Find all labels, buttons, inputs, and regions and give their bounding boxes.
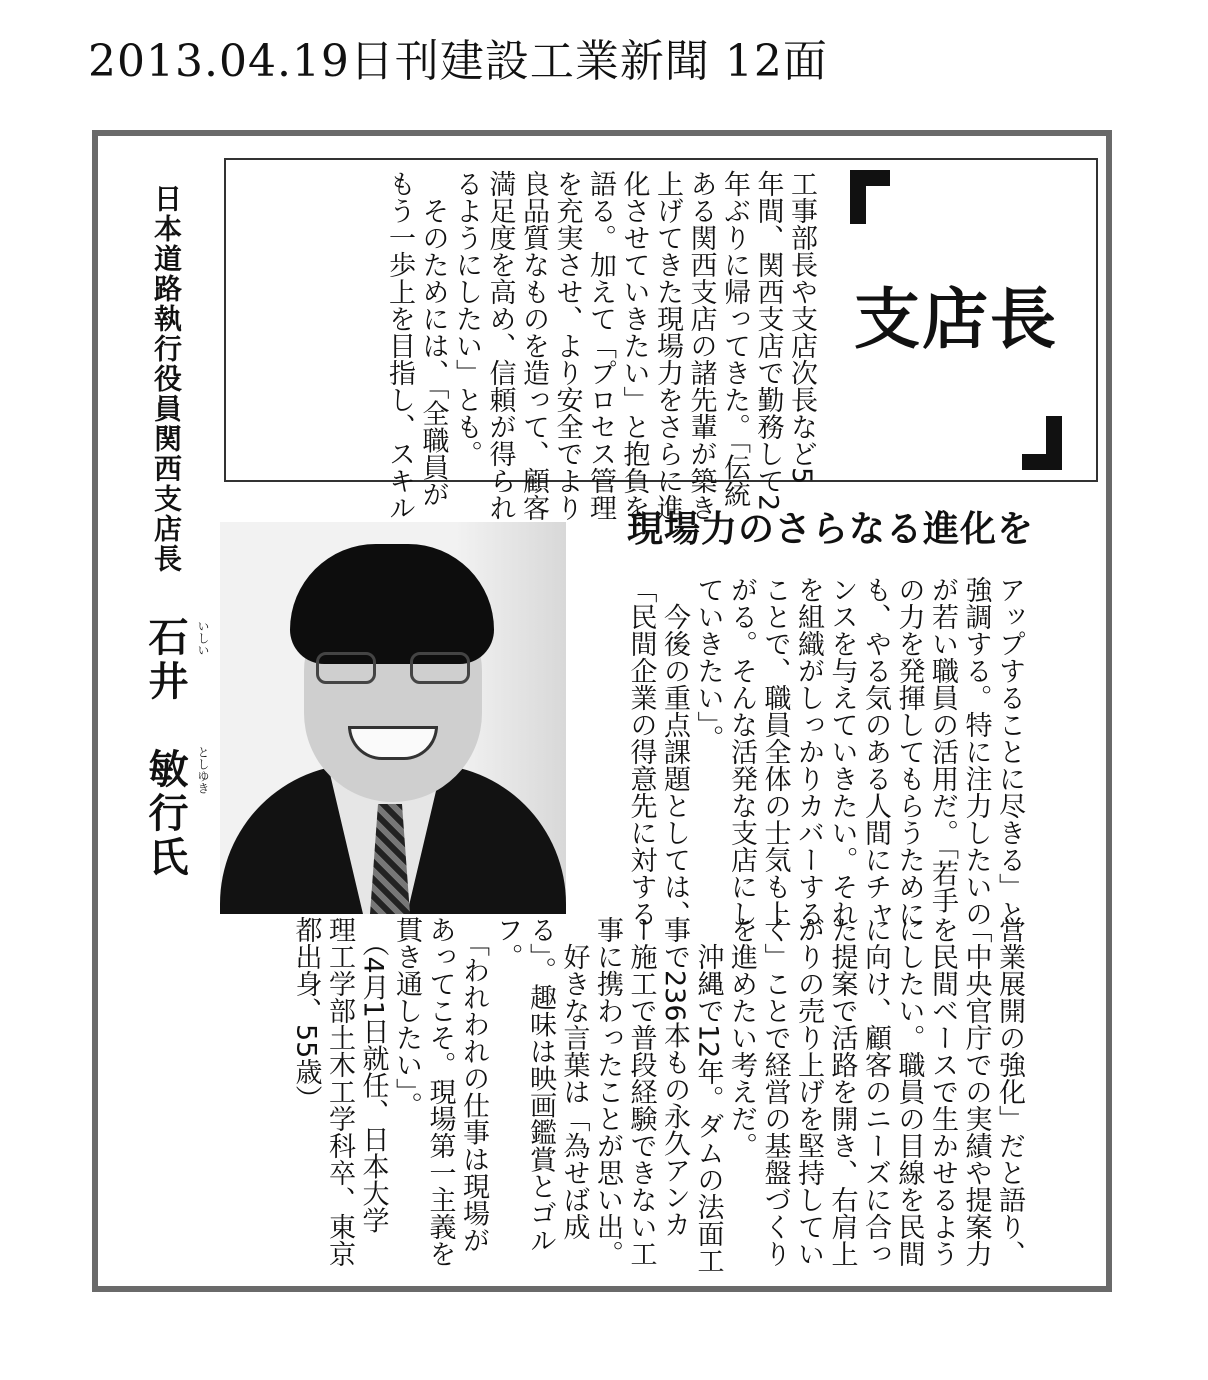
close-bracket-icon <box>1022 416 1062 470</box>
article-headline: 現場力のさらなる進化を <box>626 508 1034 550</box>
source-header: 2013.04.19日刊建設工業新聞 12面 <box>88 36 828 87</box>
byline-title: 日本道路執行役員関西支店長 <box>150 184 183 574</box>
name-ruby-given: としゆき <box>196 746 210 794</box>
glasses-icon <box>316 652 470 688</box>
name-ruby-surname: いしい <box>196 620 210 656</box>
article-body-bottom: 営業展開の強化」だと語り、 「中央官庁での実績や提案力 を民間ベースで生かせるよう にしたい。職員の目線を民間 に向け、顧客のニーズに合っ た提案で活路を開き、右肩上 がりの売り上げを堅持してい く」ことで経営の基盤づくり を進めたい考えだ。 沖縄で12年。ダムの法面工 事で236本もの永久アンカ ー施工で普段経験できない工 事に携わったことが思い出。 好きな言葉は「為せば成 る」。趣味は映画鑑賞とゴル フ。 「われわれの仕事は現場が あってこそ。現場第一主義を 貫き通したい」。 （4月1日就任、日本大学 理工学部土木工学科卒、東京 都出身、55歳） <box>290 916 1025 1275</box>
article-frame <box>92 130 1112 1292</box>
kicker-title: 支店長 <box>854 281 1058 358</box>
portrait-photo <box>220 522 566 914</box>
byline-name: 石井 敏行氏 <box>142 616 189 880</box>
open-bracket-icon <box>850 170 890 224</box>
column-kicker <box>850 170 1062 470</box>
article-body-middle: アップすることに尽きる」と 強調する。特に注力したいの が若い職員の活用だ。「若手 の力を発揮してもらうために も、やる気のある人間にチャ ンスを与えていきたい。それ を組織がしっかりカバーする ことで、職員全体の士気も上 がる。そんな活発な支店にし ていきたい」。 今後の重点課題としては、 「民間企業の得意先に対する <box>625 576 1025 927</box>
article-body-top: 工事部長や支店次長など5 年間、関西支店で勤務して2 年ぶりに帰ってきた。「伝統 ある関西支店の諸先輩が築き 上げてきた現場力をさらに進 化させていきたい」と抱負を 語る。加えて「プロセス管理 を充実させ、より安全でより 良品質なものを造って、顧客 満足度を高め、信頼が得られ るようにしたい」とも。 そのためには、「全職員が もう一歩上を目指し、スキル <box>384 170 817 521</box>
